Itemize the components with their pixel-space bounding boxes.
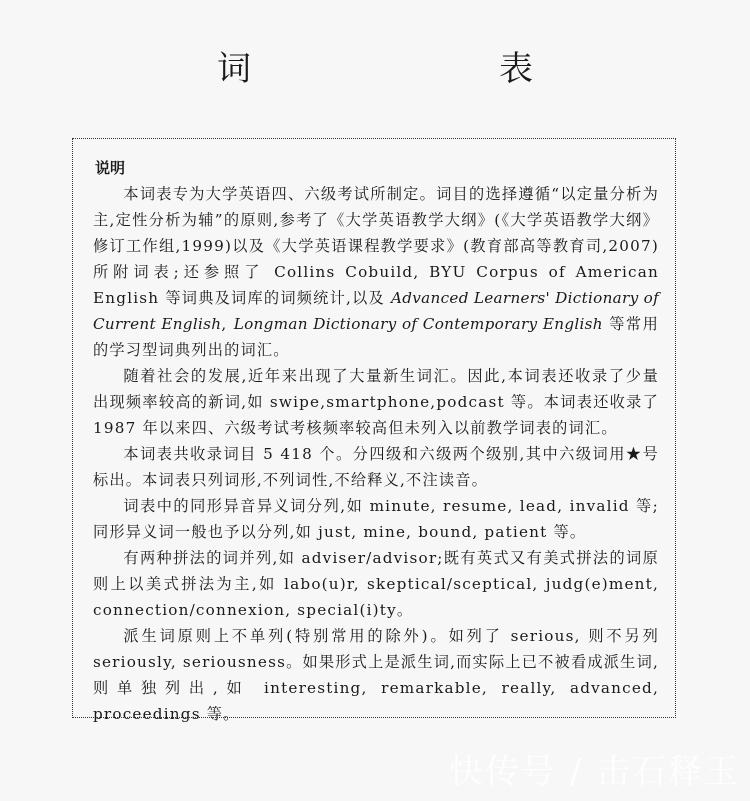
paragraph-5: 有两种拼法的词并列,如 adviser/advisor;既有英式又有美式拼法的词原则上以美式拼法为主,如 labo(u)r, skeptical/sceptical, judg(e)ment, connection/connexion, special(i)ty。 (93, 549, 659, 619)
paragraph-1-end: 等常用的学习型词典列出的词汇。 (93, 315, 659, 359)
notes-body (93, 181, 659, 727)
notes-heading: 说明 (95, 159, 126, 177)
page-title: 词 表 (217, 48, 593, 89)
book-title-ldoce: Longman Dictionary of Contemporary English (233, 315, 603, 333)
paragraph-6: 派生词原则上不单列(特别常用的除外)。如列了 serious, 则不另列 seriously, seriousness。如果形式上是派生词,而实际上已不被看成派生词,则单独列出,如 interesting, remarkable, really, advanced, proceedings 等。 (93, 627, 659, 723)
watermark: 快传号 / 击石释玉 (448, 752, 740, 792)
separator: , (221, 315, 234, 333)
paragraph-4: 词表中的同形异音异义词分列,如 minute, resume, lead, invalid 等;同形异义词一般也予以分列,如 just, mine, bound, patient 等。 (93, 497, 659, 541)
paragraph-3: 本词表共收录词目 5 418 个。分四级和六级两个级别,其中六级词用★号标出。本词表只列词形,不列词性,不给释义,不注读音。 (93, 445, 659, 489)
paragraph-2: 随着社会的发展,近年来出现了大量新生词汇。因此,本词表还收录了少量出现频率较高的新词,如 swipe,smartphone,podcast 等。本词表还收录了 1987 年以来四、六级考试考核频率较高但未列入以前教学词表的词汇。 (93, 367, 659, 437)
paragraph-1-text: 本词表专为大学英语四、六级考试所制定。词目的选择遵循“以定量分析为主,定性分析为辅”的原则,参考了《大学英语教学大纲》(《大学英语教学大纲》修订工作组,1999)以及《大学英语课程教学要求》(教育部高等教育司,2007)所附词表;还参照了 Collins Cobuild, BYU Corpus of American English 等词典及词库的词频统计,以及 (93, 185, 659, 307)
paragraph-1 (93, 181, 659, 363)
book-title-oald: Advanced Learners' Dictionary of Current English (93, 289, 659, 333)
notes-box (72, 138, 676, 723)
